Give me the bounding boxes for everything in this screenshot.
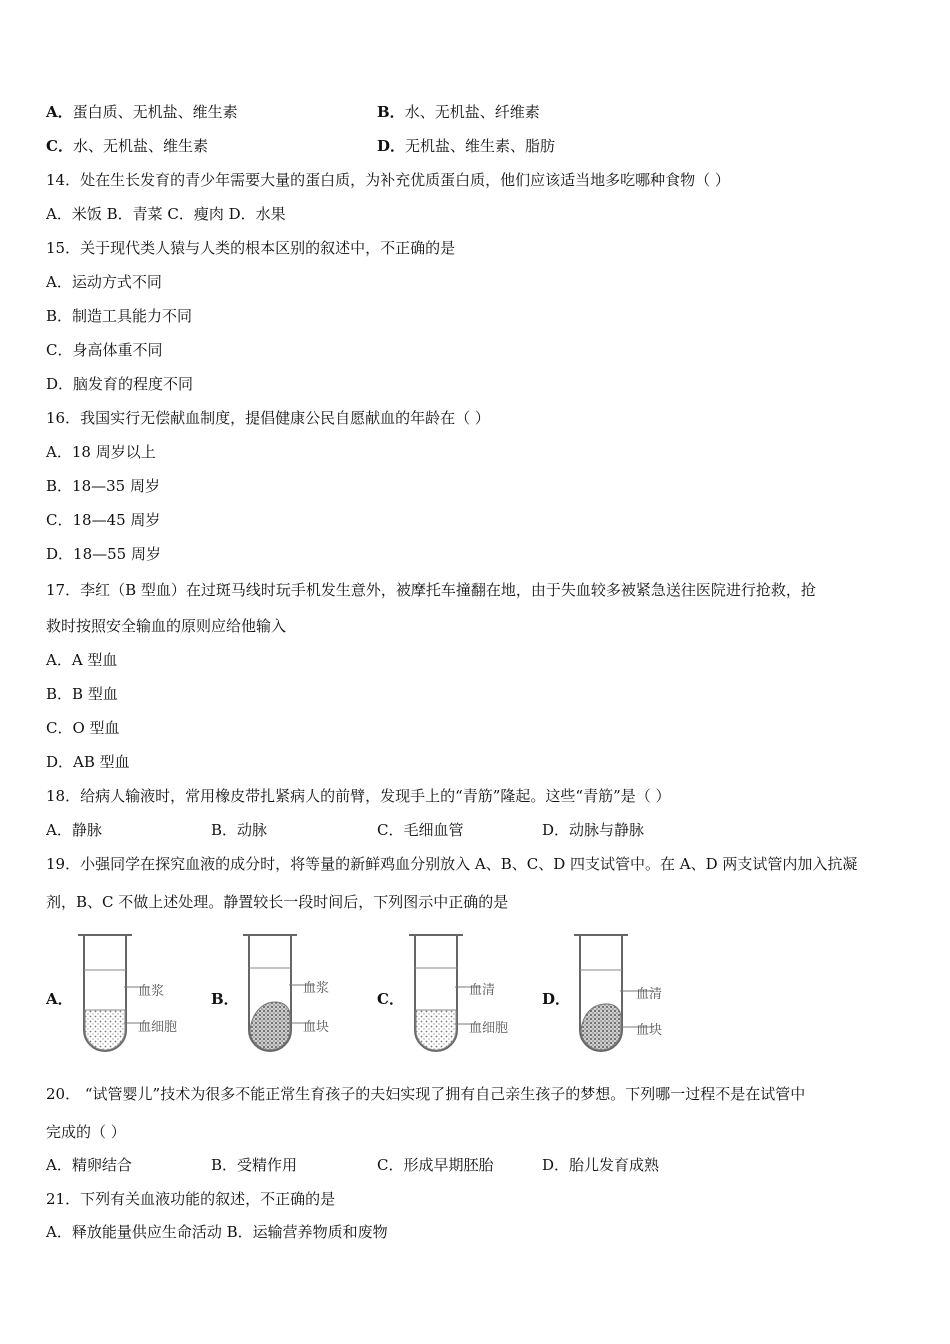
q17-option-d: D．AB 型血: [46, 753, 130, 771]
q15-option-b: B．制造工具能力不同: [46, 307, 193, 325]
q20-stem-line2: 完成的（ ）: [46, 1123, 126, 1141]
q16-option-c: C．18—45 周岁: [46, 511, 161, 529]
q17-option-a: A．A 型血: [46, 651, 118, 669]
q20-option-d: D．胎儿发育成熟: [542, 1156, 660, 1174]
q17-option-c: C．O 型血: [46, 719, 120, 737]
q18-stem: 18．给病人输液时，常用橡皮带扎紧病人的前臂，发现手上的“青筋”隆起。这些“青筋”是（ ）: [46, 787, 671, 805]
tube-c-top-label: 血清: [469, 983, 496, 998]
tube-a-top-label: 血浆: [138, 984, 165, 999]
q16-stem: 16．我国实行无偿献血制度，提倡健康公民自愿献血的年龄在（ ）: [46, 409, 490, 427]
q18-option-d: D．动脉与静脉: [542, 821, 645, 839]
q17-stem-line1: 17．李红（B 型血）在过斑马线时玩手机发生意外，被摩托车撞翻在地，由于失血较多被紧急送往医院进行抢救，抢: [46, 581, 816, 599]
q19-stem-line2: 剂，B、C 不做上述处理。静置较长一段时间后，下列图示中正确的是: [46, 893, 509, 911]
tube-b-bottom-label: 血块: [303, 1020, 330, 1035]
q19-tube-figure-c: C． 血清 血细胞: [377, 930, 537, 1055]
q20-option-a: A．精卵结合: [46, 1156, 132, 1174]
q13-option-b: B．水、无机盐、纤维素: [377, 103, 540, 121]
q21-options: A．释放能量供应生命活动 B．运输营养物质和废物: [46, 1223, 388, 1241]
q15-option-d: D．脑发育的程度不同: [46, 375, 194, 393]
q16-option-d: D．18—55 周岁: [46, 545, 161, 563]
tube-d-top-label: 血清: [636, 987, 663, 1002]
q19-tube-figure-b: B． 血浆 血块: [211, 930, 371, 1055]
tube-c-bottom-label: 血细胞: [469, 1021, 509, 1036]
tube-d-bottom-label: 血块: [636, 1023, 663, 1038]
q14-options: A．米饭 B．青菜 C．瘦肉 D．水果: [46, 205, 286, 223]
q13-option-c: C．水、无机盐、维生素: [46, 137, 208, 155]
q20-option-b: B．受精作用: [211, 1156, 298, 1174]
q14-stem: 14．处在生长发育的青少年需要大量的蛋白质，为补充优质蛋白质，他们应该适当地多吃哪种食物（ ）: [46, 171, 730, 189]
q13-option-a: A．蛋白质、无机盐、维生素: [46, 103, 238, 121]
q20-option-c: C．形成早期胚胎: [377, 1156, 494, 1174]
q21-stem: 21．下列有关血液功能的叙述，不正确的是: [46, 1190, 336, 1208]
q20-stem-line1: 20． “试管婴儿”技术为很多不能正常生育孩子的夫妇实现了拥有自己亲生孩子的梦想。下列哪一过程不是在试管中: [46, 1085, 806, 1103]
q18-option-b: B．动脉: [211, 821, 268, 839]
q16-option-b: B．18—35 周岁: [46, 477, 160, 495]
q17-stem-line2: 救时按照安全输血的原则应给他输入: [46, 617, 287, 635]
tube-a-bottom-label: 血细胞: [138, 1020, 178, 1035]
q19-tube-figure-a: A． 血浆 血细胞: [46, 930, 206, 1055]
q18-option-a: A．静脉: [46, 821, 102, 839]
q17-option-b: B．B 型血: [46, 685, 118, 703]
q15-option-c: C．身高体重不同: [46, 341, 163, 359]
q15-option-a: A．运动方式不同: [46, 273, 162, 291]
q19-tube-figure-d: D． 血清 血块: [542, 930, 702, 1055]
q19-stem-line1: 19．小强同学在探究血液的成分时，将等量的新鲜鸡血分别放入 A、B、C、D 四支试管中。在 A、D 两支试管内加入抗凝: [46, 855, 858, 873]
q15-stem: 15．关于现代类人猿与人类的根本区别的叙述中，不正确的是: [46, 239, 456, 257]
q18-option-c: C．毛细血管: [377, 821, 464, 839]
q16-option-a: A．18 周岁以上: [46, 443, 156, 461]
tube-b-top-label: 血浆: [303, 981, 330, 996]
q13-option-d: D．无机盐、维生素、脂肪: [377, 137, 556, 155]
